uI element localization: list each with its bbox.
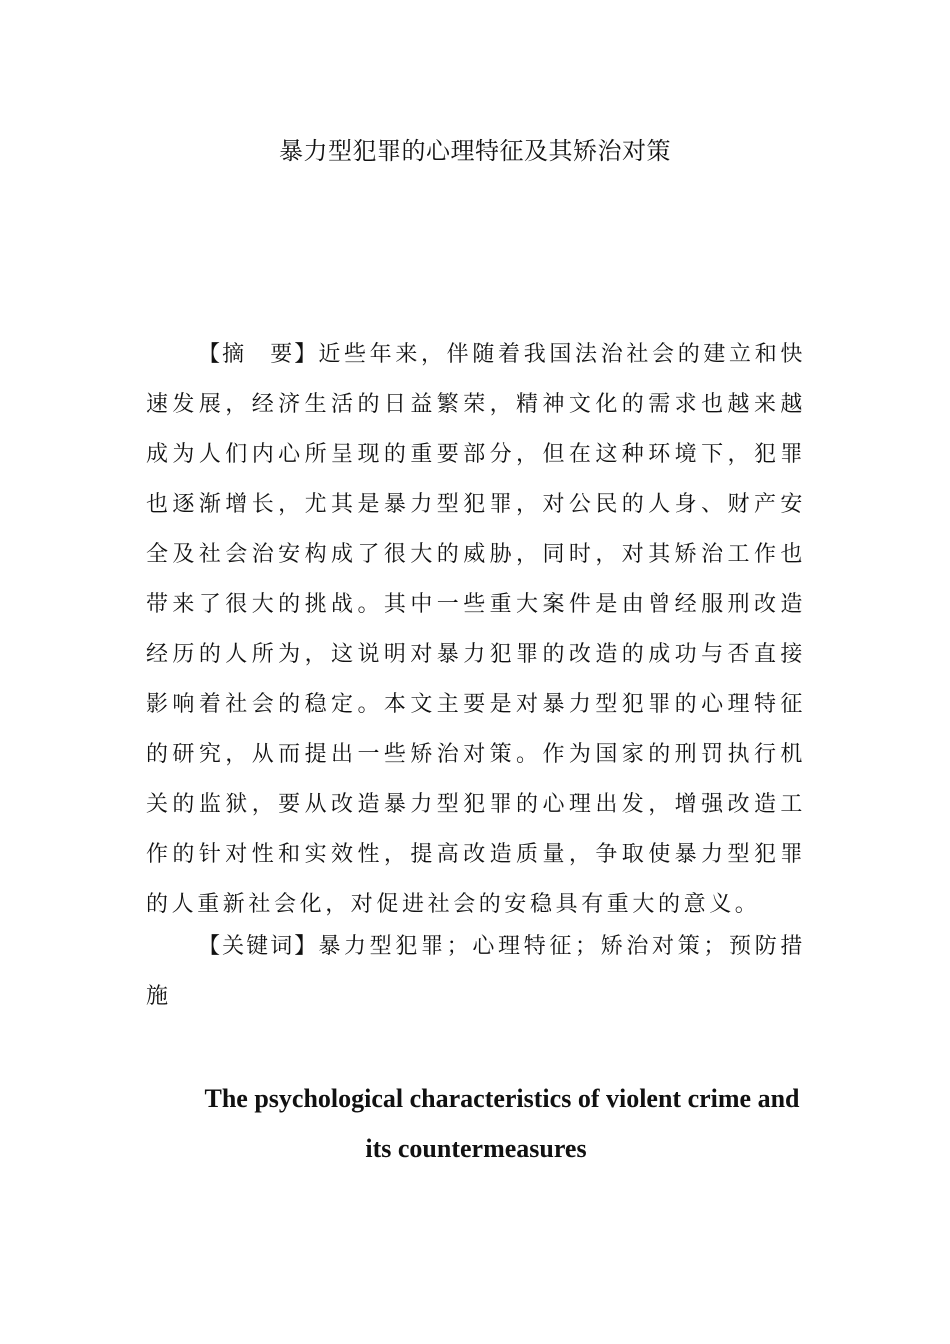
- abstract-text: 近些年来，伴随着我国法治社会的建立和快速发展，经济生活的日益繁荣，精神文化的需求也越来越成为人们内心所呈现的重要部分，但在这种环境下，犯罪也逐渐增长，尤其是暴力型犯罪，对公民的人身、财产安全及社会治安构成了很大的威胁，同时，对其矫治工作也带来了很大的挑战。其中一些重大案件是由曾经服刑改造经历的人所为，这说明对暴力犯罪的改造的成功与否直接影响着社会的稳定。本文主要是对暴力型犯罪的心理特征的研究，从而提出一些矫治对策。作为国家的刑罚执行机关的监狱，要从改造暴力型犯罪的心理出发，增强改造工作的针对性和实效性，提高改造质量，争取使暴力型犯罪的人重新社会化，对促进社会的安稳具有重大的意义。: [146, 342, 806, 917]
- abstract-label: 【摘 要】: [198, 342, 319, 367]
- keywords-paragraph: [146, 922, 806, 1022]
- document-title: 暴力型犯罪的心理特征及其矫治对策: [279, 137, 671, 165]
- keywords-text: 暴力型犯罪；心理特征；矫治对策；预防措施: [146, 934, 806, 1009]
- keywords-label: 【关键词】: [198, 934, 319, 959]
- abstract-paragraph: [146, 330, 806, 930]
- english-title: The psychological characteristics of violent crime and its countermeasures: [204, 1084, 800, 1163]
